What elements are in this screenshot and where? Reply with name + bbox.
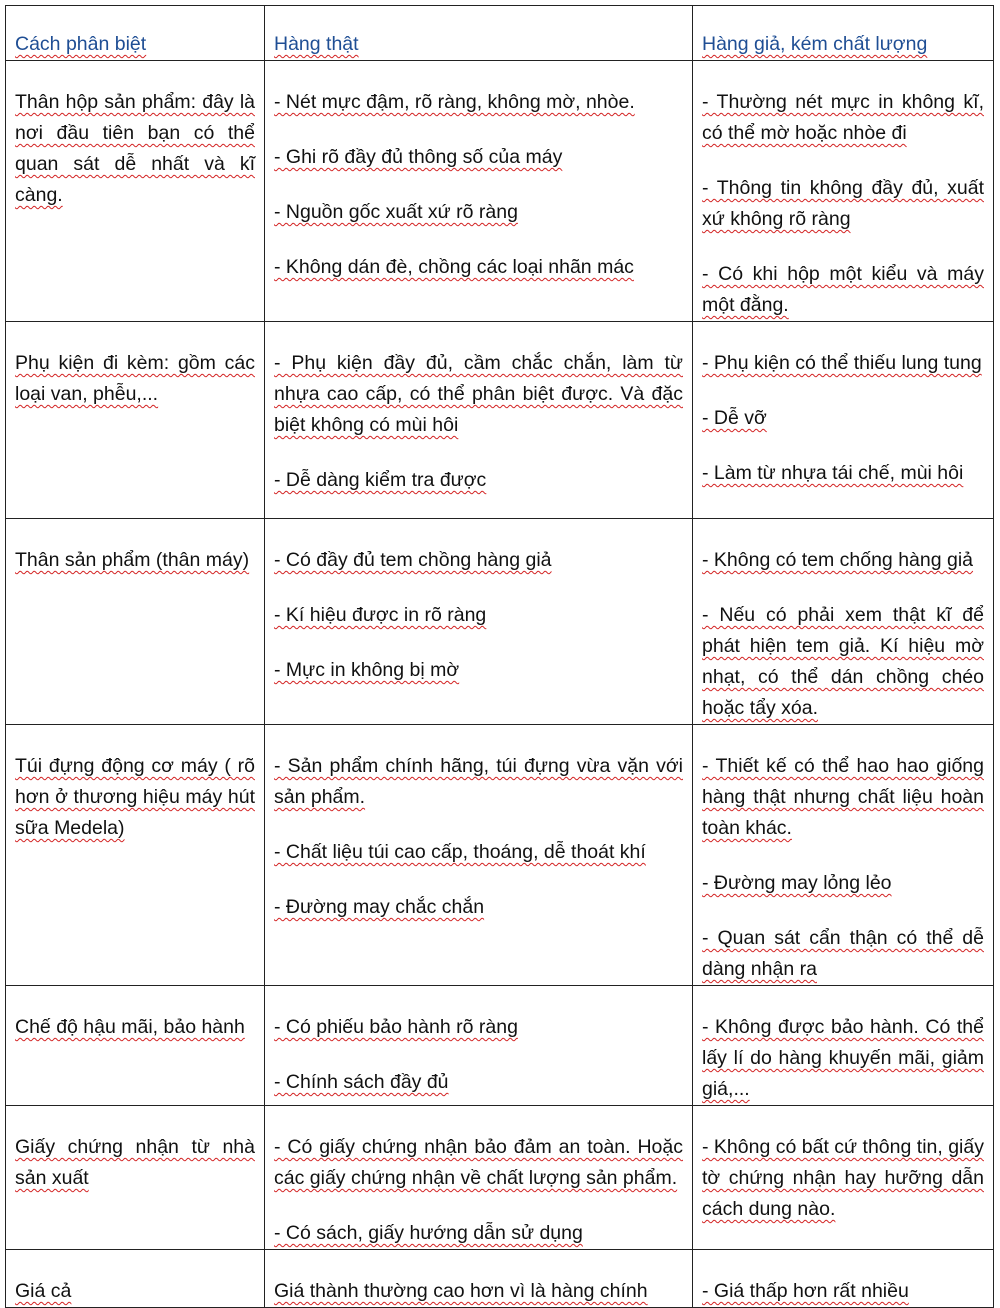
genuine-cell: - Có phiếu bảo hành rõ ràng - Chính sách đầy đủ: [265, 986, 693, 1106]
genuine-cell: - Có giấy chứng nhận bảo đảm an toàn. Hoặc các giấy chứng nhận về chất lượng sản phẩm. - Có sách, giấy hướng dẫn sử dụng: [265, 1106, 693, 1250]
criteria-cell: Chế độ hậu mãi, bảo hành: [6, 986, 265, 1106]
header-criteria: Cách phân biệt: [6, 6, 265, 61]
criteria-cell: Túi đựng động cơ máy ( rõ hơn ở thương hiệu máy hút sữa Medela): [6, 725, 265, 986]
table-row: [6, 986, 994, 1106]
criteria-cell: Giấy chứng nhận từ nhà sản xuất: [6, 1106, 265, 1250]
comparison-table: [5, 5, 994, 1308]
fake-cell: - Không có tem chống hàng giả - Nếu có phải xem thật kĩ để phát hiện tem giả. Kí hiệu mờ nhạt, có thể dán chồng chéo hoặc tẩy xóa.: [693, 519, 994, 725]
genuine-cell: Giá thành thường cao hơn vì là hàng chính: [265, 1250, 693, 1308]
table-row: [6, 322, 994, 519]
genuine-cell: - Sản phẩm chính hãng, túi đựng vừa vặn với sản phẩm. - Chất liệu túi cao cấp, thoáng, dễ thoát khí - Đường may chắc chắn: [265, 725, 693, 986]
fake-cell: - Thiết kế có thể hao hao giống hàng thật nhưng chất liệu hoàn toàn khác. - Đường may lỏng lẻo - Quan sát cẩn thận có thể dễ dàng nhận ra: [693, 725, 994, 986]
criteria-cell: Thân hộp sản phẩm: đây là nơi đầu tiên bạn có thể quan sát dễ nhất và kĩ càng.: [6, 61, 265, 322]
genuine-cell: - Có đầy đủ tem chồng hàng giả - Kí hiệu được in rõ ràng - Mực in không bị mờ: [265, 519, 693, 725]
header-fake: Hàng giả, kém chất lượng: [693, 6, 994, 61]
criteria-cell: Thân sản phẩm (thân máy): [6, 519, 265, 725]
fake-cell: - Phụ kiện có thể thiếu lung tung - Dễ vỡ - Làm từ nhựa tái chế, mùi hôi: [693, 322, 994, 519]
header-genuine: Hàng thật: [265, 6, 693, 61]
criteria-cell: Phụ kiện đi kèm: gồm các loại van, phễu,...: [6, 322, 265, 519]
fake-cell: - Không được bảo hành. Có thể lấy lí do hàng khuyến mãi, giảm giá,...: [693, 986, 994, 1106]
table-row: [6, 1106, 994, 1250]
header-row: [6, 6, 994, 61]
genuine-cell: - Nét mực đậm, rõ ràng, không mờ, nhòe. - Ghi rõ đầy đủ thông số của máy - Nguồn gốc xuất xứ rõ ràng - Không dán đè, chồng các loại nhãn mác: [265, 61, 693, 322]
table-row: [6, 1250, 994, 1308]
table-row: [6, 61, 994, 322]
fake-cell: - Thường nét mực in không kĩ, có thể mờ hoặc nhòe đi - Thông tin không đầy đủ, xuất xứ không rõ ràng - Có khi hộp một kiểu và máy một đằng.: [693, 61, 994, 322]
fake-cell: - Không có bất cứ thông tin, giấy tờ chứng nhận hay hưỡng dẫn cách dung nào.: [693, 1106, 994, 1250]
criteria-cell: Giá cả: [6, 1250, 265, 1308]
genuine-cell: - Phụ kiện đầy đủ, cầm chắc chắn, làm từ nhựa cao cấp, có thể phân biệt được. Và đặc biệt không có mùi hôi - Dễ dàng kiểm tra được: [265, 322, 693, 519]
table-row: [6, 725, 994, 986]
fake-cell: - Giá thấp hơn rất nhiều: [693, 1250, 994, 1308]
table-row: [6, 519, 994, 725]
